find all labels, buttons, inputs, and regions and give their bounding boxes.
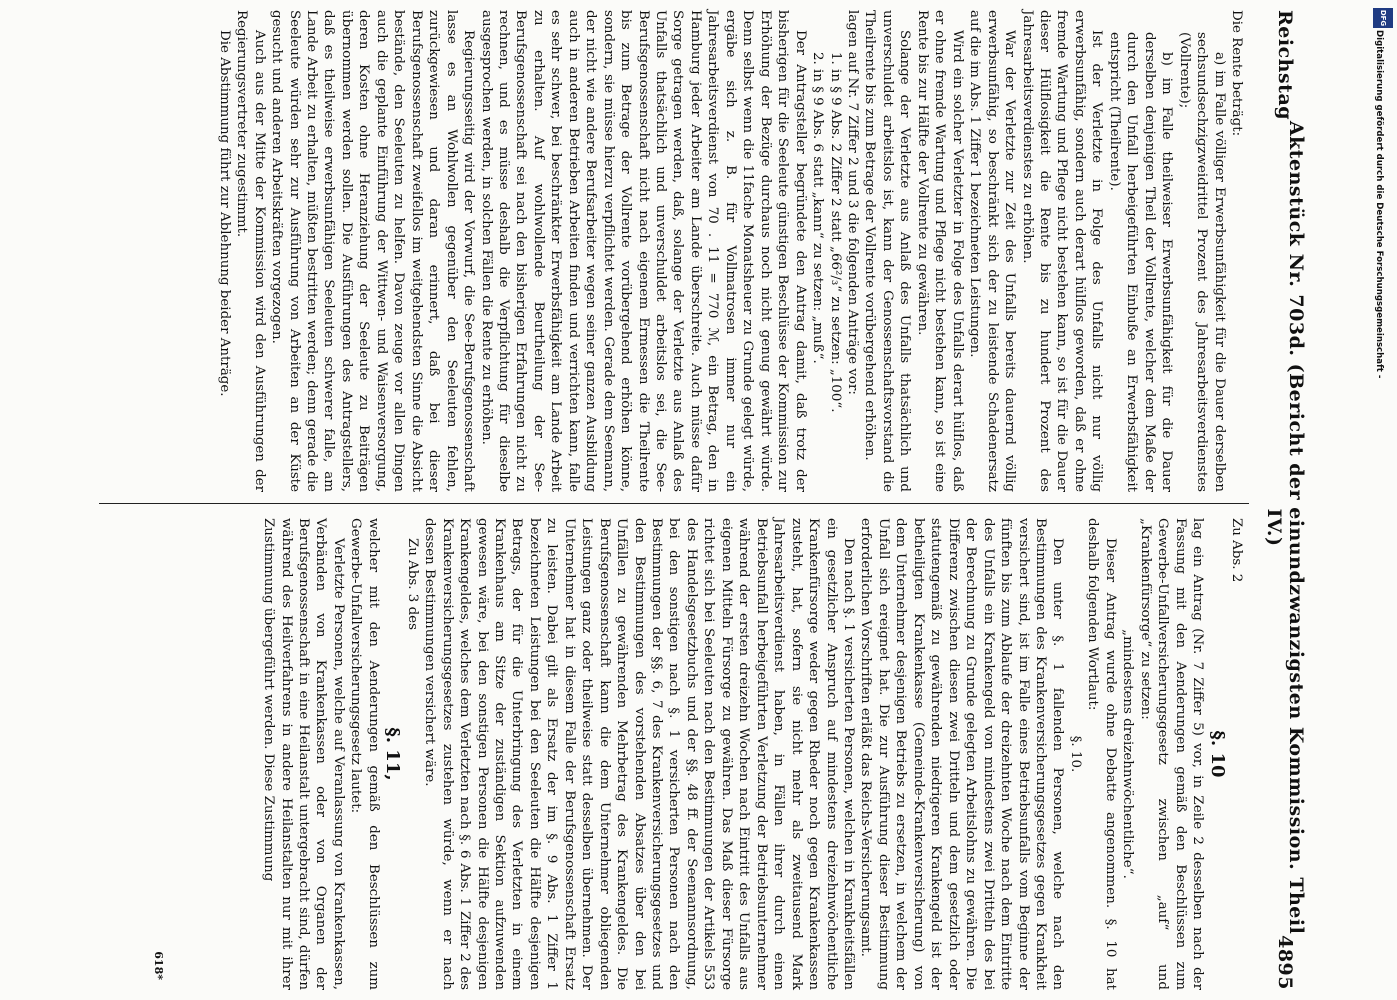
paragraph: Zu Abs. 3 des <box>404 538 420 630</box>
paragraph: Regierungsseitig wird der Vorwurf, die See-Berufsgenossenschaft lasse es an Wohlwollen gegenüber den Seeleuten fehlen, zurückgewiesen und daran erinnert, daß bei dieser Berufsgenossenschaft zweifellos im weitgehendsten Sinne die Absicht bestände, den Seeleuten zu helfen. Davon zeuge vor allen Dingen auch die geplante Einführung der Wittwen- und Waisenversorgung, deren Kosten ohne Heranziehung der Seeleute zu Beiträgen übernommen werden sollen. Die Ausführungen des Antragstellers, daß es theilweise erwerbsunfähigen Seeleuten schwerer falle, am Lande Arbeit zu erhalten, müßten bestritten werden; denn gerade die Seeleute würden sehr zur Ausführung von Arbeiten an der Küste gesucht und anderen Arbeitskräften vorgezogen. <box>269 10 477 492</box>
paragraph: Auch aus der Mitte der Kommission wird den Ausführungen der Regierungsvertreter zugestimmt. <box>234 10 267 492</box>
section-heading: §. 11, <box>382 727 404 781</box>
digitization-credit: Digitalisierung gefördert durch die Deutsche Forschungsgemeinschaft - <box>1374 30 1384 379</box>
paragraph: Ist der Verletzte in Folge des Unfalls nicht nur völlig erwerbsunfähig, sondern auch derart hülflos geworden, daß er ohne fremde Wartung und Pflege nicht bestehen kann, so ist für die Dauer dieser Hülflosigkeit die Rente bis zu hundert Prozent des Jahresarbeitsverdienstes zu erhöhen. <box>1019 10 1105 492</box>
dfg-logo-icon: DFG <box>1373 8 1393 28</box>
list-item: 2. in § 9 Abs. 6 statt „kann“ zu setzen: „muß“. <box>810 52 826 364</box>
list-item: 1. in § 9 Abs. 2 Ziffer 2 statt „66²/₃“ zu setzen: „100“. <box>827 52 843 413</box>
paragraph: Verletzte Personen, welche auf Veranlassung von Krankenkassen, Verbänden von Krankenkassen oder von Organen der Berufsgenossenschaft in eine Heilanstalt untergebracht sind, dürfen während des Heilverfahrens in andere Heilanstalten nur mit ihrer Zustimmung übergeführt werden. Diese Zustimmung <box>261 518 346 990</box>
quote: „mindestens dreizehnwöchentliche“. <box>1120 629 1136 879</box>
paragraph: Den nach §. 1 versicherten Personen, welchen in Krankheitsfällen ein gesetzlicher Anspruch auf mindestens dreizehnwöchentliche Krankenfürsorge weder gegen Rheder noch gegen Krankenkassen zusteht, hat, sofern sie nicht mehr als zweitausend Mark Jahresarbeitsverdienst haben, in Fällen ihrer durch einen Betriebsunfall herbeigeführten Verletzung der Betriebsunternehmer während der ersten dreizehn Wochen nach Eintritt des Unfalls aus eigenen Mitteln Fürsorge zu gewähren. Das Maß dieser Fürsorge richtet sich bei Seeleuten nach den Bestimmungen der Artikels 553 des Handelsgesetzbuchs und der §§. 48 ff. der Seemannsordnung, bei den sonstigen nach §. 1 versicherten Personen nach den Bestimmungen der §§. 6, 7 des Krankenversicherungsgesetzes und den Bestimmungen des vorstehenden Absatzes über den bei Unfällen zu gewährenden Mehrbetrag des Krankengeldes. Die Berufsgenossenschaft kann die dem Unternehmer obliegenden Leistungen ganz oder theilweise statt desselben übernehmen. Der Unternehmer hat in diesem Falle der Berufsgenossenschaft Ersatz zu leisten. Dabei gilt als Ersatz der im §. 9 Abs. 1 Ziffer 1 bezeichneten Leistungen bei den Seeleuten die Hälfte desjenigen Betrags, der für die Unterbringung des Verletzten in einem Krankenhaus am Sitze der zuständigen Sektion aufzuwenden gewesen wäre, bei den sonstigen Personen die Hälfte desjenigen Krankengeldes, welches dem Verletzten nach §. 6 Abs. 1 Ziffer 2 des Krankenversicherungsgesetzes zustehen würde, wenn er nach dessen Bestimmungen versichert wäre. <box>422 518 857 990</box>
page-number: 4895 <box>1274 935 1296 990</box>
page-header <box>1255 0 1315 1000</box>
list-item: a) im Falle völliger Erwerbsunfähigkeit für die Dauer derselben sechsundsechzigzweidrittel Prozent des Jahresarbeitsverdienstes (Vollrente); <box>1176 32 1227 492</box>
paragraph: Der Antragsteller begründete den Antrag damit, daß trotz der bisherigen für die Seeleute günstigen Beschlüsse der Kommission zur Erhöhung der Bezüge durchaus noch nicht genug gewährt würde. Denn selbst wenn die 11fache Monatsheuer zu Grunde gelegt würde, ergäbe sich z. B. für Vollmatrosen immer nur ein Jahresarbeitsverdienst von 70 . 11 = 770 ℳ, ein Betrag, den in Hamburg jeder Arbeiter am Lande überschreite. Auch müsse dafür Sorge getragen werden, daß, solange der Verletzte aus Anlaß des Unfalls thatsächlich und unverschuldet arbeitslos sei, die See-Berufsgenossenschaft nicht nach eigenem Ermessen die Theilrente bis zum Betrage der Vollrente vorübergehend erhöhen könne, sondern, sie müsse hierzu verpflichtet werden. Gerade dem Seemann, der nicht wie andere Berufsarbeiter wegen seiner ganzen Ausbildung auch in anderen Betrieben Arbeiten finden und verrichten kann, falle es sehr schwer, bei beschränkter Erwerbsfähigkeit am Lande Arbeit zu erhalten. Auf wohlwollende Beurtheilung der See-Berufsgenossenschaft sei nach den bisherigen Erfahrungen nicht zu rechnen, und es müsse deshalb die Verpflichtung für dieselbe ausgesprochen werden, in solchen Fällen die Rente zu erhöhen. <box>478 10 808 492</box>
section-label: §. 10. <box>1067 735 1083 773</box>
paragraph: Den unter §. 1 fallenden Personen, welche nach den Bestimmungen des Krankenversicherungsgesetzes gegen Krankheit versichert sind, ist im Falle eines Betriebsunfalls vom Beginne der fünften bis zum Ablaufe der dreizehnten Woche nach dem Eintritte des Unfalls ein Krankengeld von mindestens zwei Dritteln des bei der Berechnung zu Grunde gelegten Arbeitslohns zu gewähren. Die Differenz zwischen diesen zwei Dritteln und dem gesetzlich oder statutengemäß zu gewährenden niedrigeren Krankengeld ist der betheiligten Krankenkasse (Gemeinde-Krankenversicherung) von dem Unternehmer desjenigen Betriebs zu ersetzen, in welchem der Unfall sich ereignet hat. Die zur Ausführung dieser Bestimmung erforderlichen Vorschriften erläßt das Reichs-Versicherungsamt. <box>858 518 1066 990</box>
header-left: Reichstag <box>1274 10 1296 121</box>
left-column <box>215 10 1245 492</box>
paragraph: Die Abstimmung führt zur Ablehnung beider Anträge. <box>216 30 232 397</box>
digitization-sidebar <box>1370 0 1397 1000</box>
header-title: Aktenstück Nr. 703d. (Bericht der einundzwanzigsten Kommission. Theil IV.) <box>1263 120 1307 935</box>
paragraph: welcher mit den Aenderungen gemäß den Beschlüssen zum Gewerbe-Unfallversicherungsgesetz lautet: <box>348 518 381 990</box>
section-heading: §. 10 <box>1206 730 1228 778</box>
right-column <box>260 518 1245 990</box>
signature-mark: 618* <box>152 951 165 980</box>
column-divider <box>99 503 1249 504</box>
rotated-document-page <box>70 0 1315 1000</box>
paragraph: Dieser Antrag wurde ohne Debatte angenommen. §. 10 hat deshalb folgenden Wortlaut: <box>1085 518 1118 990</box>
list-item: b) im Falle theilweiser Erwerbsunfähigkeit für die Dauer derselben denjenigen Theil der Vollrente, welcher dem Maße der durch den Unfall herbeigeführten Einbuße an Erwerbsfähigkeit entspricht (Theilrente). <box>1106 32 1175 492</box>
paragraph: Die Rente beträgt: <box>1229 10 1244 137</box>
paragraph: Zu Abs. 2 <box>1229 518 1244 583</box>
paragraph: War der Verletzte zur Zeit des Unfalls bereits dauernd völlig erwerbsunfähig, so beschränkt sich der zu leistende Schadenersatz auf die im Abs. 1 Ziffer 1 bezeichneten Leistungen. <box>967 10 1018 492</box>
paragraph: Solange der Verletzte aus Anlaß des Unfalls thatsächlich und unverschuldet arbeitslos ist, kann der Genossenschaftsvorstand die Theilrente bis zum Betrage der Vollrente vorübergehend erhöhen. <box>862 10 913 492</box>
paragraph: Wird ein solcher Verletzter in Folge des Unfalls derart hülflos, daß er ohne fremde Wartung und Pflege nicht bestehen kann, so ist eine Rente bis zur Hälfte der Vollrente zu gewähren. <box>914 10 965 492</box>
paragraph: lag ein Antrag (Nr. 7 Ziffer 5) vor, in Zeile 2 desselben nach der Fassung mit den Aenderungen gemäß den Beschlüssen zum Gewerbe-Unfallversicherungsgesetz zwischen „auf“ und „Krankenfürsorge“ zu setzen: <box>1137 518 1206 990</box>
paragraph: lagen auf Nr. 7 Ziffer 2 und 3 die folgenden Anträge vor: <box>845 10 861 395</box>
